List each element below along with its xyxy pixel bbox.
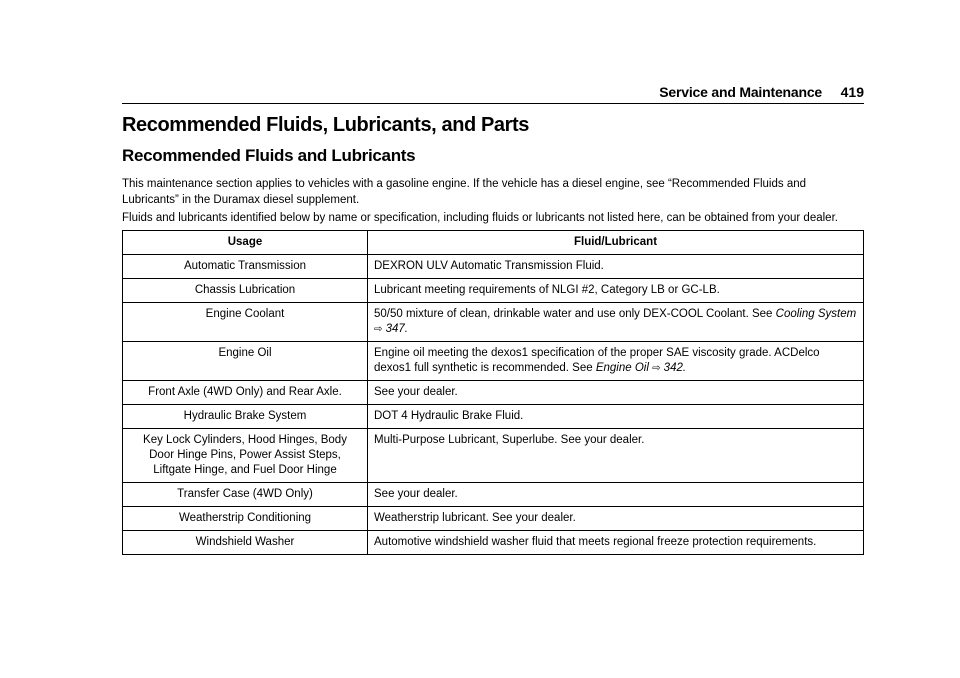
page-arrow-icon: ⇨ xyxy=(374,324,383,335)
table-row xyxy=(123,429,864,483)
fluid-cell: Weatherstrip lubricant. See your dealer. xyxy=(368,507,864,531)
usage-cell: Front Axle (4WD Only) and Rear Axle. xyxy=(123,381,368,405)
cross-reference-link[interactable]: Cooling System xyxy=(775,308,857,320)
table-row xyxy=(123,483,864,507)
reference-page-number[interactable]: 347 xyxy=(385,323,405,335)
table-row xyxy=(123,342,864,381)
usage-cell: Hydraulic Brake System xyxy=(123,405,368,429)
reference-page-number[interactable]: 342 xyxy=(663,362,683,374)
dealer-paragraph: Fluids and lubricants identified below by name or specification, including fluids or lubricants not listed here, can be obtained from your dealer. xyxy=(122,212,838,224)
intro-paragraph: This maintenance section applies to vehicles with a gasoline engine. If the vehicle has a diesel engine, see “Recommended Fluids and Lubricants” in the Duramax diesel supplement. xyxy=(122,178,807,206)
table-header-row xyxy=(123,231,864,255)
fluid-cell: Lubricant meeting requirements of NLGI #2, Category LB or GC-LB. xyxy=(368,279,864,303)
section-title: Service and Maintenance xyxy=(659,84,822,100)
usage-cell: Engine Coolant xyxy=(123,303,368,342)
table-row xyxy=(123,255,864,279)
page-arrow-icon: ⇨ xyxy=(652,363,661,374)
fluid-cell: 50/50 mixture of clean, drinkable water and use only DEX-COOL Coolant. See Cooling System ⇨ 347. xyxy=(368,303,864,342)
usage-column-header: Usage xyxy=(123,231,368,255)
fluid-cell: DOT 4 Hydraulic Brake Fluid. xyxy=(368,405,864,429)
page-title: Recommended Fluids, Lubricants, and Parts xyxy=(122,114,530,136)
table-row xyxy=(123,405,864,429)
table-row xyxy=(123,303,864,342)
fluid-cell: See your dealer. xyxy=(368,483,864,507)
table-row xyxy=(123,531,864,555)
fluids-table xyxy=(122,230,864,555)
page-header xyxy=(122,84,864,104)
fluid-cell: DEXRON ULV Automatic Transmission Fluid. xyxy=(368,255,864,279)
usage-cell: Weatherstrip Conditioning xyxy=(123,507,368,531)
usage-cell: Chassis Lubrication xyxy=(123,279,368,303)
table-row xyxy=(123,507,864,531)
fluid-column-header: Fluid/Lubricant xyxy=(368,231,864,255)
fluid-cell: See your dealer. xyxy=(368,381,864,405)
page-number: 419 xyxy=(840,84,864,100)
fluid-cell: Engine oil meeting the dexos1 specification of the proper SAE viscosity grade. ACDelco dexos1 full synthetic is recommended. See Engine Oil ⇨ 342. xyxy=(368,342,864,381)
usage-cell: Transfer Case (4WD Only) xyxy=(123,483,368,507)
header-divider xyxy=(122,103,864,104)
fluid-cell: Multi-Purpose Lubricant, Superlube. See your dealer. xyxy=(368,429,864,483)
cross-reference-link[interactable]: Engine Oil xyxy=(595,362,649,374)
table-row xyxy=(123,381,864,405)
usage-cell: Automatic Transmission xyxy=(123,255,368,279)
table-row xyxy=(123,279,864,303)
subsection-title: Recommended Fluids and Lubricants xyxy=(122,146,416,165)
fluid-text: 50/50 mixture of clean, drinkable water and use only DEX-COOL Coolant. See xyxy=(374,308,776,320)
usage-cell: Windshield Washer xyxy=(123,531,368,555)
fluid-text: Engine oil meeting the dexos1 specification of the proper SAE viscosity grade. ACDelco dexos1 full synthetic is recommended. See xyxy=(374,347,820,374)
fluid-cell: Automotive windshield washer fluid that meets regional freeze protection requirements. xyxy=(368,531,864,555)
usage-cell: Engine Oil xyxy=(123,342,368,381)
usage-cell: Key Lock Cylinders, Hood Hinges, Body Door Hinge Pins, Power Assist Steps, Liftgate Hinge, and Fuel Door Hinge xyxy=(123,429,368,483)
